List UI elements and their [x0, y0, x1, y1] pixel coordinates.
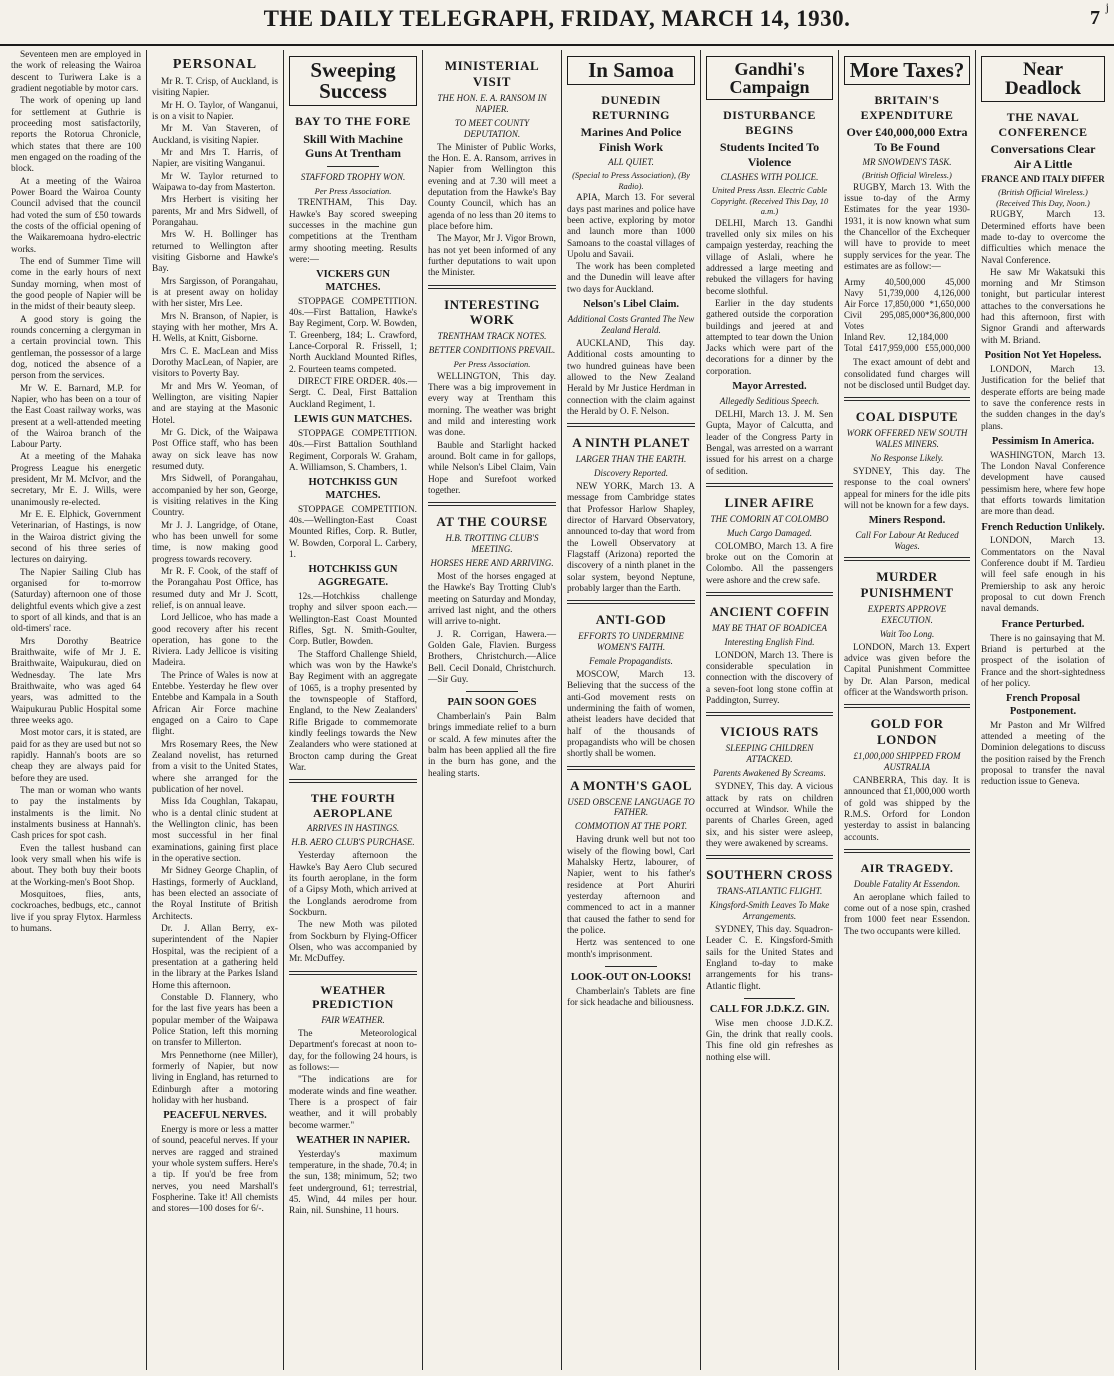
- divider: [567, 600, 695, 604]
- advert-body: Chamberlain's Tablets are fine for sick headache and biliousness.: [567, 986, 695, 1009]
- divider: [744, 998, 795, 999]
- subheading: BAY TO THE FORE: [295, 114, 411, 128]
- credit-line: (British Official Wireless.): [862, 170, 952, 181]
- advert-body: Energy is more or less a matter of sound, peaceful nerves. If your nerves are ragged and strained your whole system suffers. Here's a tip. If you'd be free from nerves, you need Marshall's Fospherine. Take it! All chemists and stores—100 doses for 6/-.: [152, 1125, 278, 1215]
- paragraph: Mrs Sidwell, of Porangahau, accompanied by her son, George, is visiting relatives in the King Country.: [152, 474, 278, 519]
- headline: LINER AFIRE: [724, 494, 815, 510]
- paragraph: Mr Paston and Mr Wilfred attended a meeting of the Dominion delegations to discuss the position raised by the French proposal to transfer the naval reduction issue to Geneva.: [981, 720, 1105, 788]
- subheading: THE COMORIN AT COLOMBO: [710, 513, 829, 524]
- subheading: CLASHES WITH POLICE.: [720, 171, 819, 182]
- subheading: THE HON. E. A. RANSOM IN NAPIER.: [437, 92, 547, 114]
- paragraph: SYDNEY, This day. Squadron-Leader C. E. Kingsford-Smith sails for the United States and England to-day to make arrangements for his trans-Atlantic flight.: [706, 924, 833, 992]
- subheading: MR SNOWDEN'S TASK.: [862, 156, 952, 167]
- subheading: WORK OFFERED NEW SOUTH WALES MINERS.: [846, 428, 968, 450]
- subheading: Interesting English Find.: [724, 636, 815, 647]
- paragraph: There is no gainsaying that M. Briand is perturbed at the prospect of the isolation of France and the short-sightedness of her policy.: [981, 633, 1105, 689]
- subheading: Double Fatality At Essendon.: [853, 878, 961, 889]
- paragraph: LONDON, March 13. Justification for the belief that desperate efforts are being made to save the conference rests in the sudden changes in the day's plans.: [981, 364, 1105, 432]
- paragraph: Constable D. Flannery, who for the last five years has been a popular member of the Waipawa Police Station, left this morning on transfer to Millerton.: [152, 993, 278, 1049]
- section-label: HOTCHKISS GUN MATCHES.: [308, 477, 398, 501]
- paragraph: LONDON, March 13. There is considerable speculation in connection with the discovery of a seven-foot long stone coffin at Paddington, Surrey.: [706, 650, 833, 707]
- headline: Sweeping Success: [310, 58, 396, 103]
- paragraph: Mrs C. E. MacLean and Miss Dorothy MacLean, of Napier, are visitors to Poverty Bay.: [152, 346, 278, 380]
- headline: INTERESTING WORK: [444, 296, 540, 328]
- credit-line: Per Press Association.: [314, 185, 392, 196]
- paragraph: A good story is going the rounds concerning a clergyman in a certain provincial town. This gentleman, the possessor of a large dog, noticed the absence of a person from the services.: [11, 314, 141, 382]
- paragraph: STOPPAGE COMPETITION. 40s.—First Battalion, Hawke's Bay Regiment, Corp. W. Bowden, T. Greenberg, 184; L. Crawford, Lance-Corporal R. Frissell, 1; North Auckland Mounted Rifles, 2. Fourteen teams competed.: [289, 296, 417, 375]
- paragraph: LONDON, March 13. Expert advice was given before the Capital Punishment Committee by Dr. Alan Parson, medical officer at the Wandsworth prison.: [844, 642, 970, 698]
- paragraph: Yesterday afternoon the Hawke's Bay Aero Club secured its fourth aeroplane, in the form of a Gipsy Moth, which arrived at the Longlands aerodrome from Sockburn.: [289, 851, 417, 919]
- subheading: STAFFORD TROPHY WON.: [300, 171, 406, 182]
- headline: MURDER PUNISHMENT: [860, 569, 954, 600]
- divider: [428, 285, 556, 289]
- column-8: [976, 50, 1110, 1370]
- divider: [844, 557, 970, 561]
- paragraph: RUGBY, March 13. Determined efforts have been made to-day to overcome the difficulties which menace the Naval Conference.: [981, 210, 1105, 266]
- table-cell: Civil Votes: [844, 310, 864, 332]
- section-label: VICKERS GUN MATCHES.: [316, 269, 390, 293]
- section-label: Miners Respond.: [868, 515, 946, 527]
- subheading: SLEEPING CHILDREN ATTACKED.: [725, 743, 814, 765]
- columns-area: [6, 50, 1110, 1372]
- section-heading-personal: PERSONAL: [172, 57, 258, 72]
- section-label: France Perturbed.: [1001, 618, 1085, 630]
- paragraph: Mrs Sargisson, of Porangahau, is at present away on holiday with her sister, Mrs Lee.: [152, 276, 278, 310]
- paragraph: Mr G. Dick, of the Waipawa Post Office staff, who has been away on sick leave has now resumed duty.: [152, 427, 278, 472]
- headline-box: [567, 56, 695, 85]
- headline-box: [706, 56, 833, 100]
- subheading: HORSES HERE AND ARRIVING.: [430, 557, 554, 568]
- paragraph: MOSCOW, March 13. Believing that the success of the anti-God movement rests on undermining the faith of women, atheist leaders have decided that half of the thousands of propagandists who will be chosen shortly shall be women.: [567, 670, 695, 760]
- divider: [466, 691, 517, 692]
- section-label: Mayor Arrested.: [732, 381, 807, 393]
- subheading: ALL QUIET.: [608, 156, 654, 167]
- paragraph: Most motor cars, it is stated, are paid for as they are used but not so rapidly. Hannah's boots are so cheap they are always paid for before they are used.: [11, 728, 141, 784]
- subheading: USED OBSCENE LANGUAGE TO FATHER.: [567, 796, 695, 818]
- paragraph: Mr Sidney George Chaplin, of Hastings, formerly of Auckland, has been elected an associate of the Royal Institute of British Architects.: [152, 866, 278, 922]
- subheading: Marines And Police Finish Work: [580, 125, 682, 154]
- divider: [844, 704, 970, 708]
- table-row: [844, 332, 970, 343]
- paragraph: Mr and Mrs W. Yeoman, of Wellington, are visiting Napier and are staying at the Masonic Hotel.: [152, 381, 278, 426]
- subheading: DUNEDIN RETURNING: [592, 93, 670, 122]
- paragraph: Miss Ida Coughlan, Takapau, who is a dental clinic student at the Wellington clinic, has been most successful in her final examinations, gaining first place in the operative section.: [152, 797, 278, 865]
- headline: ANCIENT COFFIN: [709, 603, 830, 619]
- table-cell: Inland Rev.: [844, 332, 886, 343]
- credit-line: Per Press Association.: [453, 359, 531, 370]
- paragraph: Hertz was sentenced to one month's imprisonment.: [567, 938, 695, 960]
- subheading: LARGER THAN THE EARTH.: [575, 454, 687, 465]
- page-number: 7: [1090, 7, 1100, 29]
- divider: [844, 397, 970, 401]
- headline: COAL DISPUTE: [855, 409, 959, 425]
- headline: AIR TRAGEDY.: [860, 860, 954, 875]
- paragraph: Mr W. Taylor returned to Waipawa to-day from Masterton.: [152, 171, 278, 194]
- divider: [567, 423, 695, 427]
- divider: [844, 849, 970, 853]
- subheading: Allegedly Seditious Speech.: [719, 395, 820, 406]
- divider: [428, 502, 556, 506]
- table-row: [844, 343, 970, 354]
- paragraph: Mrs Rosemary Rees, the New Zealand novelist, has returned from a visit to the United States, where she arranged for the publication of her novel.: [152, 739, 278, 796]
- table-cell: *1,650,000: [929, 299, 970, 310]
- subheading: Wait Too Long.: [879, 628, 935, 639]
- paragraph: Mr R. F. Cook, of the staff of the Porangahau Post Office, has resumed duty and Mr J. Scott, relief, is on annual leave.: [152, 566, 278, 611]
- paragraph: STOPPAGE COMPETITION. 40s.—First Battalion Southland Regiment, Corporals W. Graham, A. Williamson, S. Chambers, 1.: [289, 428, 417, 473]
- advert-title: CALL FOR J.D.K.Z. GIN.: [709, 1003, 830, 1015]
- subheading: Skill With Machine Guns At Trentham: [303, 131, 403, 161]
- divider: [706, 712, 833, 716]
- divider: [605, 966, 656, 967]
- subheading: No Response Likely.: [870, 453, 944, 464]
- paragraph: The work of opening up land for settlement at Guthrie is proceeding most satisfactorily, reports the Rotorua Chronicle, which states that there are 100 men engaged on the roading of the block.: [11, 96, 141, 175]
- paragraph: An aeroplane which failed to come out of a nose spin, crashed from 1000 feet near Essendon. The two occupants were killed.: [844, 892, 970, 937]
- paragraph: Yesterday's maximum temperature, in the shade, 70.4; in the sun, 138; minimum, 52; two feet underground, 61; terrestrial, 45. Wind, 44 miles per hour. Rain, nil. Sunshine, 11 hours.: [289, 1149, 417, 1217]
- paragraph: STOPPAGE COMPETITION. 40s.—Wellington-East Coast Mounted Rifles, Corp. R. Butler, W. Bowden, Corporal L. Carbery, 1.: [289, 504, 417, 561]
- column-3: [284, 50, 422, 1370]
- subheading: Over £40,000,000 Extra To Be Found: [846, 125, 968, 154]
- paragraph: The Mayor, Mr J. Vigor Brown, has not yet been informed of any further deputations to wait upon the Minister.: [428, 234, 556, 279]
- credit-line: United Press Assn. Electric Cable Copyright. (Received This Day, 10 a.m.): [710, 185, 829, 217]
- paragraph: 12s.—Hotchkiss challenge trophy and silver spoon each.—Wellington-East Coast Mounted Rifles, Sgt. N. Smith-Goulter, Corp. Butler, Bowden.: [289, 591, 417, 648]
- paragraph: The exact amount of debt and consolidated fund charges will not be disclosed until Budget day.: [844, 358, 970, 391]
- headline: VICIOUS RATS: [720, 724, 819, 740]
- paragraph: Mrs Dorothy Beatrice Braithwaite, wife of Mr J. E. Braithwaite, Waipukurau, died on Wednesday. The late Mrs Braithwaite, who was aged 64 years, was admitted to the Waipukurau Public Hospital some three weeks ago.: [11, 636, 141, 727]
- paragraph: The Stafford Challenge Shield, which was won by the Hawke's Bay Regiment with an aggregate of 1065, is a trophy presented by the townspeople of Stafford, England, to the New Zealanders' Rifle Brigade to commemorate kindly feelings towards the New Zealanders who were stationed at Brocton camp during the Great War.: [289, 649, 417, 773]
- paragraph: The Minister of Public Works, the Hon. E. A. Ransom, arrives in Napier from Wellington this evening and at 7.30 will meet a deputation from the Hawke's Bay County Council, which has an agenda of no less than 20 items to place before him.: [428, 142, 556, 232]
- subheading: Conversations Clear Air A Little: [990, 142, 1096, 171]
- subheading: MAY BE THAT OF BOADICEA: [712, 622, 827, 633]
- divider: [567, 766, 695, 770]
- column-2: [147, 50, 283, 1370]
- headline: GOLD FOR LONDON: [870, 716, 944, 748]
- paragraph: DELHI, March 13. J. M. Sen Gupta, Mayor of Calcutta, and leader of the Congress Party in Bengal, was arrested on a warrant issued for his arrest on a charge of sedition.: [706, 409, 833, 477]
- divider: [706, 592, 833, 596]
- headline: More Taxes?: [849, 58, 965, 82]
- table-cell: Army: [844, 277, 865, 288]
- paragraph: The end of Summer Time will come in the early hours of next Sunday morning, when most of the good people of Napier will be in the midst of their beauty sleep.: [11, 256, 141, 313]
- advert-title: LOOK-OUT ON-LOOKS!: [570, 972, 692, 984]
- paragraph: APIA, March 13. For several days past marines and police have been active, exploring by motor and launch more than 1000 Samoans to the coastal villages of Upolu and Savaii.: [567, 193, 695, 260]
- paragraph: Having drunk well but not too wisely of the flowing bowl, Carl Mahalsky Hertz, labourer, of Napier, went to his father's residence at Port Ahuriri yesterday afternoon and commenced to act in a manner that caused the father to send for the police.: [567, 835, 695, 937]
- headline: ANTI-GOD: [595, 612, 667, 628]
- paragraph: Mr J. J. Langridge, of Otane, who has been unwell for some time, is now making good progress towards recovery.: [152, 520, 278, 565]
- paragraph: Mr E. E. Elphick, Government Veterinarian, of Hastings, is now in the Wairoa district giving the second of his three series of lectures on dairying.: [11, 510, 141, 566]
- divider: [327, 166, 378, 167]
- paragraph: The Napier Sailing Club has organised for to-morrow (Saturday) afternoon one of those delightful events which give a zest to sport of all kinds, and that is an old-timers' race.: [11, 567, 141, 635]
- section-label: French Reduction Unlikely.: [981, 521, 1105, 533]
- paragraph: At a meeting of the Wairoa Power Board the Wairoa County Council advised that the council had voted the sum of £50 towards the costs of the official opening of the Waikaremoana hydro-electric works.: [11, 176, 141, 255]
- paragraph: WASHINGTON, March 13. The London Naval Conference development have caused pessimism here, where few hope that efforts towards limitation are more than dead.: [981, 450, 1105, 518]
- table-row: [844, 299, 970, 310]
- subheading: Kingsford-Smith Leaves To Make Arrangements.: [709, 899, 830, 921]
- table-row: [844, 310, 970, 332]
- divider: [289, 779, 417, 783]
- paragraph: Mr W. E. Barnard, M.P. for Napier, who has been on a tour of the East Coast railway works, was present at a well-attended meeting of the Wairoa branch of the Labour Party.: [11, 383, 141, 451]
- headline: MINISTERIAL VISIT: [444, 58, 540, 89]
- table-row: [844, 288, 970, 299]
- paragraph: DELHI, March 13. Gandhi travelled only six miles on his campaign yesterday, reaching the village of Aslali, where he addressed a large meeting and rebuked the villagers for having become slothful.: [706, 218, 833, 297]
- table-cell: 40,500,000: [884, 277, 926, 288]
- subheading: COMMOTION AT THE PORT.: [574, 821, 688, 832]
- credit-line: (British Official Wireless.) (Received This Day, Noon.): [996, 187, 1090, 208]
- subheading: FAIR WEATHER.: [321, 1014, 385, 1025]
- subheading: Call For Labour At Reduced Wages.: [855, 530, 959, 552]
- paragraph: Most of the horses engaged at the Hawke's Bay Trotting Club's meeting on Saturday and Monday, arrived last night, and the others will arrive to-night.: [428, 571, 556, 628]
- divider: [706, 855, 833, 859]
- paragraph: Earlier in the day students gathered outside the corporation buildings and jeered at and attempted to tear down the Union Jacks which were part of the decorations for a dinner by the corporation.: [706, 298, 833, 377]
- credit-line: (Special to Press Association), (By Radio).: [572, 170, 690, 191]
- subheading: EXPERTS APPROVE EXECUTION.: [867, 603, 947, 625]
- column-5: [562, 50, 700, 1370]
- headline-box: [844, 56, 970, 85]
- paragraph: Mr M. Van Staveren, of Auckland, is visiting Napier.: [152, 124, 278, 146]
- table-cell: 295,085,000: [880, 310, 925, 321]
- subheading: EFFORTS TO UNDERMINE WOMEN'S FAITH.: [578, 631, 684, 653]
- table-cell: 12,184,000: [907, 332, 948, 343]
- paragraph: Even the tallest husband can look very small when his wife is about. They both buy their boots at the Working-men's Boot Shop.: [11, 843, 141, 888]
- subheading: ARRIVES IN HASTINGS.: [306, 823, 400, 834]
- table-cell: 51,739,000: [878, 288, 919, 299]
- section-label: WEATHER IN NAPIER.: [296, 1134, 410, 1146]
- subheading: Additional Costs Granted The New Zealand Herald.: [567, 313, 695, 335]
- table-cell: £55,000,000: [925, 343, 970, 354]
- subheading: H.B. TROTTING CLUB'S MEETING.: [445, 533, 539, 554]
- section-label: HOTCHKISS GUN AGGREGATE.: [308, 564, 398, 589]
- subheading: TRANS-ATLANTIC FLIGHT.: [716, 886, 823, 897]
- masthead: [0, 0, 1114, 46]
- section-label: French Proposal Postponement.: [1006, 693, 1080, 717]
- paragraph: TRENTHAM, This Day. Hawke's Bay scored sweeping successes in the machine gun competitions at the Trentham army shooting meeting. Results were:—: [289, 198, 417, 265]
- paragraph: The work has been completed and the Dunedin will leave after two days for Auckland.: [567, 262, 695, 295]
- paragraph: At a meeting of the Mahaka Progress League his energetic president, Mr M. McIvor, and the secretary, Mr E. J. Wills, were unanimously re-elected.: [11, 452, 141, 508]
- paragraph: SYDNEY, This day. The response to the coal owners' appeal for miners for the idle pits will not be known for a few days.: [844, 466, 970, 511]
- advert-title: PEACEFUL NERVES.: [163, 1110, 267, 1122]
- table-cell: *36,800,000: [925, 310, 970, 321]
- headline: In Samoa: [588, 58, 674, 82]
- subheading: Discovery Reported.: [594, 468, 668, 478]
- subheading: TO MEET COUNTY DEPUTATION.: [454, 117, 530, 139]
- subheading: BRITAIN'S EXPENDITURE: [860, 93, 954, 122]
- masthead-title: THE DAILY TELEGRAPH, FRIDAY, MARCH 14, 1930.: [263, 6, 851, 31]
- divider: [289, 971, 417, 975]
- subheading: DISTURBANCE BEGINS: [723, 108, 816, 137]
- column-7: [839, 50, 975, 1370]
- column-4: [423, 50, 561, 1370]
- divider: [706, 483, 833, 487]
- paragraph: "The indications are for moderate winds and fine weather. There is a prospect of fair weather, and it will probably become warmer.": [289, 1075, 417, 1131]
- headline-box: [289, 56, 417, 106]
- paragraph: RUGBY, March 13. With the issue to-day of the Army Estimates for the year 1930-1931, it is now known what sum the Chancellor of the Exchequer will have to provide to meet supply services for the year. The estimates are as follow:—: [844, 182, 970, 273]
- paragraph: CANBERRA, This day. It is announced that £1,000,000 worth of gold was shipped by the R.M.S. Orford for London yesterday to assist in balancing accounts.: [844, 775, 970, 843]
- table-cell: Navy: [844, 288, 864, 299]
- column-1: [6, 50, 146, 1370]
- subheading: FRANCE AND ITALY DIFFER: [981, 173, 1105, 184]
- subheading: THE NAVAL CONFERENCE: [998, 110, 1088, 139]
- subheading: £1,000,000 SHIPPED FROM AUSTRALIA: [853, 751, 961, 772]
- headline-box: [981, 56, 1105, 102]
- paragraph: The Meteorological Department's forecast at noon to-day, for the following 24 hours, is as follows:—: [289, 1028, 417, 1073]
- headline: AT THE COURSE: [436, 514, 548, 530]
- advert-body: Wise men choose J.D.K.Z. Gin, the drink that really cools. This fine old gin refreshes as nothing else will.: [706, 1018, 833, 1063]
- table-cell: Total: [844, 343, 863, 354]
- advert-title: PAIN SOON GOES: [447, 697, 537, 709]
- paragraph: LONDON, March 13. Commentators on the Naval Conference doubt if M. Tardieu will feel safe enough in his Premiership to ask any heroic proposal to cut down French naval demands.: [981, 536, 1105, 615]
- paragraph: The man or woman who wants to pay the instalments by instalments is the limit. No instalments business at Hannah's. Cash prices for spot cash.: [11, 786, 141, 842]
- table-cell: £417,959,000: [868, 343, 919, 354]
- paragraph: Bauble and Starlight hacked around. Bolt came in for gallops, while Nelson's Libel Claim, Vain Hope and Surefoot worked together.: [428, 440, 556, 496]
- paragraph: SYDNEY, This day. A vicious attack by rats on children occurred at Windsor. While the parents of Charles Green, aged six, and his sister were asleep, they were awakened by screams.: [706, 782, 833, 849]
- paragraph: Lord Jellicoe, who has made a good recovery after his recent operation, has gone to the Riviera. Lady Jellicoe is visiting Madeira.: [152, 613, 278, 669]
- paragraph: Mr and Mrs T. Harris, of Napier, are visiting Wanganui.: [152, 148, 278, 170]
- headline: SOUTHERN CROSS: [706, 867, 833, 883]
- subheading: TRENTHAM TRACK NOTES.: [437, 331, 547, 342]
- paragraph: J. R. Corrigan, Hawera.—Golden Gale, Flavien. Burgess Brothers, Christchurch.—Alice Bell. Cecil Donald, Christchurch.—Sir Guy.: [428, 629, 556, 685]
- paragraph: Mrs Pennethorne (nee Miller), formerly of Napier, but now living in England, has returned to Edinburgh after a motoring holiday with her husband.: [152, 1050, 278, 1106]
- headline: THE FOURTH AEROPLANE: [310, 791, 396, 820]
- subheading: Parents Awakened By Screams.: [713, 768, 826, 779]
- paragraph: He saw Mr Wakatsuki this morning and Mr Stimson tonight, but particular interest attaches to the conversations he had this afternoon, first with Signor Grandi and afterwards with M. Briand.: [981, 267, 1105, 346]
- subheading: Students Incited To Violence: [719, 140, 820, 169]
- paragraph: DIRECT FIRE ORDER. 40s.—Sergt. C. Deal, First Battalion Auckland Regiment, 1.: [289, 377, 417, 410]
- paragraph: Mosquitoes, flies, ants, cockroaches, bedbugs, etc., cannot live if you spray Flytox. Harmless to humans.: [11, 889, 141, 934]
- paragraph: Mrs Herbert is visiting her parents, Mr and Mrs Sidwell, of Porangahau.: [152, 195, 278, 229]
- paragraph: Mrs N. Branson, of Napier, is staying with her mother, Mrs A. H. Wells, at Knitt, Gisborne.: [152, 311, 278, 345]
- subheading: Much Cargo Damaged.: [727, 527, 812, 538]
- paragraph: Mr H. O. Taylor, of Wanganui, is on a visit to Napier.: [152, 100, 278, 123]
- section-label: LEWIS GUN MATCHES.: [294, 414, 412, 426]
- section-label: Nelson's Libel Claim.: [583, 299, 679, 311]
- paragraph: COLOMBO, March 13. A fire broke out on the Comorin at Colombo. All the passengers were ashore and the crew safe.: [706, 541, 833, 586]
- estimates-table: [844, 277, 970, 354]
- paragraph: Mrs W. H. Bollinger has returned to Wellington after visiting Gisborne and Hawke's Bay.: [152, 230, 278, 275]
- paragraph: Mr R. T. Crisp, of Auckland, is visiting Napier.: [152, 77, 278, 99]
- headline: Gandhi's Campaign: [729, 59, 810, 97]
- column-6: [701, 50, 838, 1370]
- section-label: Position Not Yet Hopeless.: [984, 350, 1102, 362]
- headline: A NINTH PLANET: [572, 435, 690, 451]
- paragraph: Dr. J. Allan Berry, ex-superintendent of the Napier Hospital, was the recipient of a presentation at a gathering held in the library at the Parkes Island Home this afternoon.: [152, 924, 278, 991]
- advert-body: Chamberlain's Pain Balm brings immediate relief to a burn or scald. A few minutes after the balm has been applied all the fire in the burn has gone, and the healing starts.: [428, 712, 556, 779]
- table-cell: Air Force: [844, 299, 879, 310]
- paragraph: The new Moth was piloted from Sockburn by Flying-Officer Olsen, who was accompanied by Mr. McDuffey.: [289, 920, 417, 965]
- table-cell: 4,126,000: [934, 288, 970, 299]
- headline: WEATHER PREDICTION: [312, 982, 394, 1012]
- paragraph: AUCKLAND, This day. Additional costs amounting to two hundred guineas have been allowed to the New Zealand Herald by Mr Justice Herdman in connection with the claim against the Herald by O. F. Nelson.: [567, 338, 695, 417]
- paragraph: WELLINGTON, This day. There was a big improvement in every way at Trentham this morning. The weather was bright and mild and interesting work was done.: [428, 371, 556, 439]
- paragraph: Seventeen men are employed in the work of releasing the Wairoa descent to Turiwera Lake is a gradient negotiable by motor cars.: [11, 50, 141, 94]
- headline: Near Deadlock: [1005, 59, 1081, 99]
- table-cell: 17,850,000: [883, 299, 925, 310]
- subheading: BETTER CONDITIONS PREVAIL.: [428, 345, 556, 356]
- paragraph: The Prince of Wales is now at Entebbe. Yesterday he flew over Entebbe and Kampala in a South African Air Force machine engaged on a Cairo to Cape flight.: [152, 670, 278, 738]
- paragraph: NEW YORK, March 13. A message from Cambridge states that Professor Harlow Shapley, director of Harvard Observatory, announced to-day that word from the Lowell Observatory at Flagstaff (Arizona) reported the discovery of a ninth planet in the solar system, beyond Neptune, probably larger than the Earth.: [567, 481, 695, 594]
- subheading: Female Propagandists.: [589, 656, 673, 667]
- subheading: H.B. AERO CLUB'S PURCHASE.: [291, 837, 415, 848]
- table-cell: 45,000: [945, 277, 970, 288]
- corner-mark: j: [1105, 0, 1109, 14]
- headline: A MONTH'S GAOL: [570, 777, 692, 793]
- table-row: [844, 277, 970, 288]
- section-label: Pessimism In America.: [991, 435, 1095, 447]
